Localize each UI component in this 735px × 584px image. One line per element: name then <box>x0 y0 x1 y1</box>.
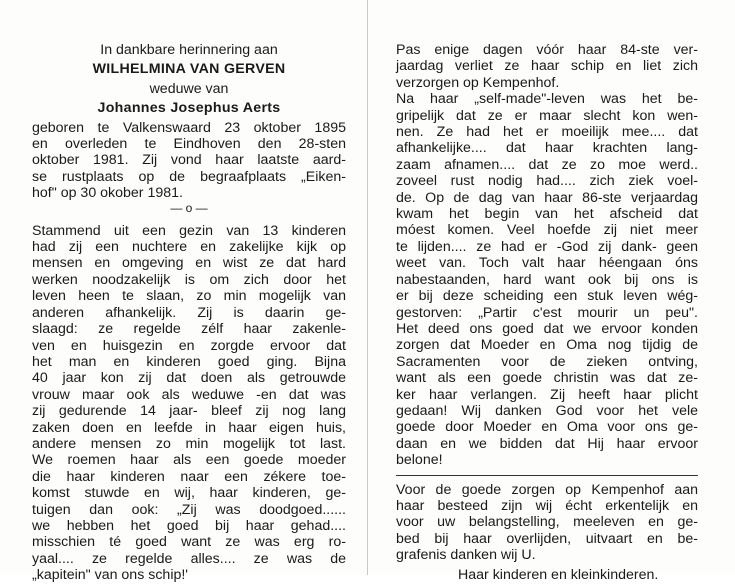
farewell-line: Sacramenten voor de zieken ontving, <box>396 353 698 370</box>
story-line: had zij een nuchtere en zakelijke kijk op <box>32 239 346 256</box>
left-panel <box>32 42 346 584</box>
farewell-line: want als een goede christin was dat ze- <box>396 370 698 387</box>
story-line: zaken doen en leefde in haar eigen huis, <box>32 419 346 436</box>
relation-text: weduwe van <box>149 80 229 97</box>
bio-line: se rustplaats op de begraafplaats „Eiken- <box>32 168 346 185</box>
farewell-line: móest komen. Veel hoefde zij niet meer <box>396 222 698 239</box>
thanks-paragraph <box>396 482 698 564</box>
story-line: mensen en omgeving en wist ze dat hard <box>32 255 346 272</box>
farewell-line: daan en we bidden dat Hij haar ervoor <box>396 435 698 452</box>
farewell-line: nabestaanden, hard want ook bij ons is <box>396 271 698 288</box>
spouse-name: Johannes Josephus Aerts <box>97 100 281 117</box>
thanks-line: grafenis danken wij U. <box>396 547 536 564</box>
farewell-paragraph <box>396 42 698 469</box>
story-line: komst stuwde en wij, haar kinderen, ge- <box>32 485 346 502</box>
farewell-line: zaam afnamen.... dat ze zo moe werd.. <box>396 156 698 173</box>
story-line: anderen afhankelijk. Zij is daarin ge- <box>32 304 346 321</box>
farewell-line: Na haar „self-made"-leven was het be- <box>396 91 698 108</box>
bio-line: en overleden te Eindhoven den 28-sten <box>32 136 346 153</box>
farewell-line: gestorven: „Partir c'est mourir un peu". <box>396 304 698 321</box>
signature: Haar kinderen en kleinkinderen. <box>458 566 659 583</box>
story-line: We roemen haar als een goede moeder <box>32 452 346 469</box>
farewell-line: kwam het begin van het afscheid dat <box>396 206 698 223</box>
thanks-line: Voor de goede zorgen op Kempenhof aan <box>396 481 698 498</box>
story-line: slaagd: ze regelde zélf haar zakenle- <box>32 321 346 338</box>
story-line: misschien té goed want ze was erg ro- <box>32 534 346 551</box>
story-line: „kapitein" van ons schip!' <box>32 567 189 584</box>
story-line: werken noodzakelijk is om zich door het <box>32 271 346 288</box>
farewell-line: de. Op de dag van haar 86-ste verjaardag <box>396 189 698 206</box>
farewell-line: jaardag verliet ze haar schip en liet zich <box>396 58 698 75</box>
deceased-name: WILHELMINA VAN GERVEN <box>92 61 286 78</box>
intro-text: In dankbare herinnering aan <box>100 42 278 58</box>
card-fold-line <box>367 0 368 575</box>
thanks-line: voor uw belangstelling, meeleven en ge- <box>396 514 698 531</box>
bio-paragraph <box>32 120 346 202</box>
farewell-line: goede door Moeder en Oma voor ons ge- <box>396 419 698 436</box>
story-line: het man en kinderen goed ging. Bijna <box>32 353 346 370</box>
story-line: ven en huisgezin en zorgde ervoor dat <box>32 337 346 354</box>
farewell-line: afhankelijke.... dat haar krachten lang- <box>396 140 698 157</box>
story-line: yaal.... ze regelde alles.... ze was de <box>32 550 346 567</box>
farewell-line: er bij deze scheiding een stuk leven wég- <box>396 288 698 305</box>
farewell-line: gedaan! Wij danken God voor het vele <box>396 402 698 419</box>
story-line: vrouw maar ook als weduwe -en dat was <box>32 386 346 403</box>
story-line: leven heen te slaan, zo min mogelijk van <box>32 288 346 305</box>
farewell-line: Het deed ons goed dat we ervoor konden <box>396 320 698 337</box>
farewell-line: belone! <box>396 452 443 469</box>
bio-line: geboren te Valkenswaard 23 oktober 1895 <box>32 119 346 136</box>
story-line: die haar kinderen naar een zékere toe- <box>32 468 346 485</box>
story-line: zij gedurende 14 jaar- bleef zij nog lang <box>32 403 346 420</box>
divider-rule <box>396 475 698 476</box>
story-line: tuigen dan ook: „Zij was doodgoed...... <box>32 501 346 518</box>
farewell-line: te lijden.... ze had er -God zij dank- geen <box>396 238 698 255</box>
farewell-line: gripelijk dat ze er maar slecht kon wen- <box>396 107 698 124</box>
farewell-line: Pas enige dagen vóór haar 84-ste ver- <box>396 42 698 58</box>
farewell-line: zoveel rust nodig had.... zich ziek voel- <box>396 173 698 190</box>
bio-line: oktober 1981. Zij vond haar laatste aard- <box>32 152 346 169</box>
story-paragraph <box>32 223 346 584</box>
farewell-line: zorgen dat Moeder en Oma nog tijdig de <box>396 337 698 354</box>
thanks-line: haar besteed zijn wij écht erkentelijk en <box>396 497 698 514</box>
separator: — o — <box>170 200 208 215</box>
thanks-line: bed bij haar overlijden, uitvaart en be- <box>396 530 698 547</box>
farewell-line: nen. Ze had het er moeilijk mee.... dat <box>396 124 698 141</box>
story-line: we hebben het goed bij haar gehad.... <box>32 517 346 534</box>
farewell-line: ker haar verlangen. Zij heeft haar plicht <box>396 386 698 403</box>
farewell-line: verzorgen op Kempenhof. <box>396 74 560 91</box>
story-line: Stammend uit een gezin van 13 kinderen <box>32 222 346 239</box>
story-line: 40 jaar kon zij dat doen als getrouwde <box>32 370 346 387</box>
bio-line: hof" op 30 okober 1981. <box>32 185 183 202</box>
story-line: andere mensen zo min mogelijk tot last. <box>32 435 346 452</box>
farewell-line: weet van. Toch valt haar héengaan óns <box>396 255 698 272</box>
right-panel <box>396 42 698 583</box>
